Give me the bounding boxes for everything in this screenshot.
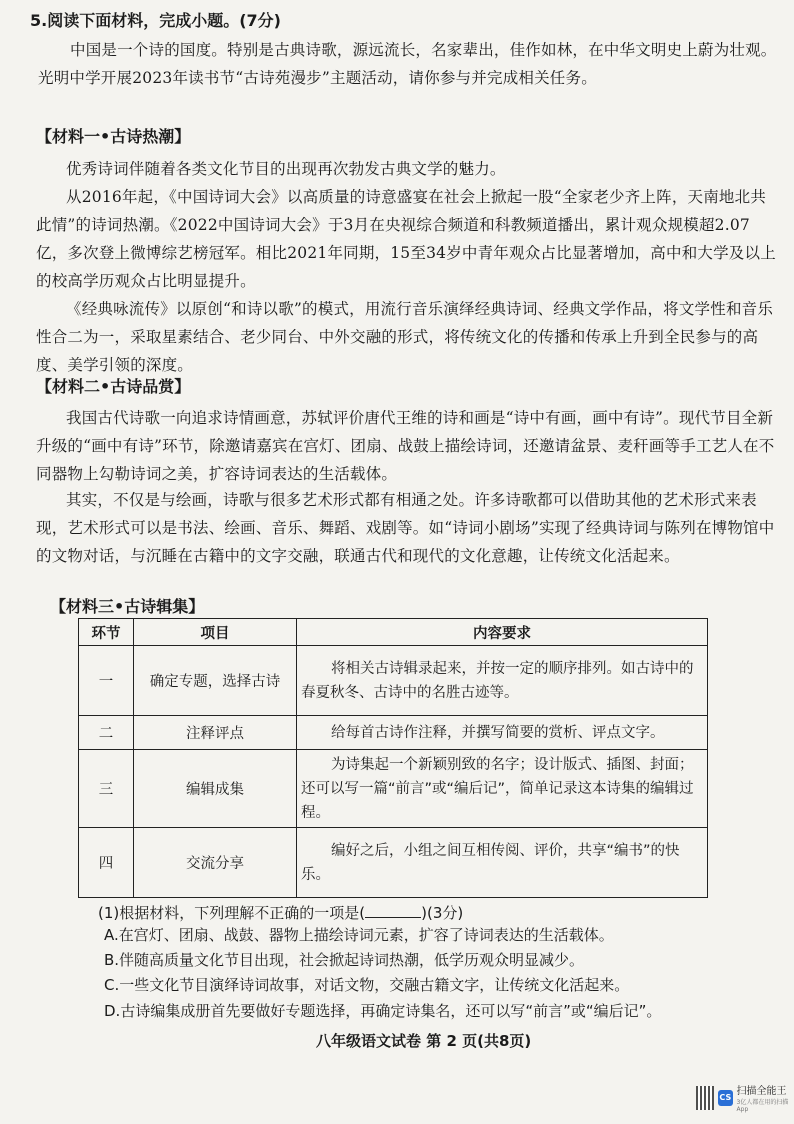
intro-paragraph: 中国是一个诗的国度。特别是古典诗歌，源远流长，名家辈出，佳作如林，在中华文明史上蔚为壮观。光明中学开展2023年读书节“古诗苑漫步”主题活动，请你参与并完成相关任务。 [38, 41, 777, 87]
option-c: C.一些文化节目演绎诗词故事，对话文物，交融古籍文字，让传统文化活起来。 [104, 976, 630, 994]
question-title: 5.阅读下面材料，完成小题。(7分) [30, 11, 281, 30]
table-header-cell: 环节 [79, 619, 134, 646]
table-cell-item: 编辑成集 [134, 750, 297, 828]
stamp-label: 扫描全能王 [736, 1086, 787, 1097]
camscanner-logo-icon: CS [718, 1090, 732, 1106]
table-header-cell: 内容要求 [297, 619, 708, 646]
compilation-table [78, 618, 708, 898]
sub-question-stem [98, 902, 463, 923]
stamp-text-group [737, 1082, 794, 1113]
table-row [79, 716, 708, 750]
table-cell-step: 一 [79, 646, 134, 716]
material1-p2: 从2016年起，《中国诗词大会》以高质量的诗意盛宴在社会上掀起一股“全家老少齐上阵，天南地北共此情”的诗词热潮。《2022中国诗词大会》于3月在央视综合频道和科教频道播出，累计观众规模超2.07亿，多次登上微博综艺榜冠军。相比2021年同期，15至34岁中青年观众占比显著增加，高中和大学及以上的校高学历观众占比明显提升。 [36, 188, 776, 290]
material2-heading: 【材料二•古诗品赏】 [36, 377, 191, 396]
table-cell-req: 给每首古诗作注释，并撰写简要的赏析、评点文字。 [297, 716, 708, 750]
material1-heading: 【材料一•古诗热潮】 [36, 127, 191, 146]
table-cell-req: 将相关古诗辑录起来，并按一定的顺序排列。如古诗中的春夏秋冬、古诗中的名胜古迹等。 [297, 646, 708, 716]
table-header-row [79, 619, 708, 646]
material3-heading: 【材料三•古诗辑集】 [50, 597, 205, 616]
page-footer: 八年级语文试卷 第 2 页(共8页) [316, 1032, 532, 1050]
option-d: D.古诗编集成册首先要做好专题选择，再确定诗集名，还可以写“前言”或“编后记”。 [104, 1002, 662, 1020]
table-cell-step: 二 [79, 716, 134, 750]
stem-pre: (1)根据材料，下列理解不正确的一项是( [98, 904, 366, 922]
qr-code-icon [696, 1086, 714, 1110]
material1-p3: 《经典咏流传》以原创“和诗以歌”的模式，用流行音乐演绎经典诗词、经典文学作品，将文学性和音乐性合二为一，采取星素结合、老少同台、中外交融的形式，将传统文化的传播和传承上升到全民参与的高度、美学引领的深度。 [36, 300, 774, 374]
table-row [79, 646, 708, 716]
table-row [79, 750, 708, 828]
table-cell-req: 为诗集起一个新颖别致的名字；设计版式、插图、封面；还可以写一篇“前言”或“编后记”，简单记录这本诗集的编辑过程。 [297, 750, 708, 828]
material2-p1: 我国古代诗歌一向追求诗情画意，苏轼评价唐代王维的诗和画是“诗中有画，画中有诗”。现代节目全新升级的“画中有诗”环节，除邀请嘉宾在宫灯、团扇、战鼓上描绘诗词，还邀请盆景、麦秆画等手工艺人在不同器物上勾勒诗词之美，扩容诗词表达的生活载体。 [36, 409, 775, 483]
material2-p2: 其实，不仅是与绘画，诗歌与很多艺术形式都有相通之处。许多诗歌都可以借助其他的艺术形式来表现，艺术形式可以是书法、绘画、音乐、舞蹈、戏剧等。如“诗词小剧场”实现了经典诗词与陈列在博物馆中的文物对话，与沉睡在古籍中的文字交融，联通古代和现代的文化意趣，让传统文化活起来。 [36, 491, 775, 565]
stem-post: )(3分) [421, 904, 464, 922]
option-b: B.伴随高质量文化节目出现，社会掀起诗词热潮，低学历观众明显减少。 [104, 951, 585, 969]
material1-p1: 优秀诗词伴随着各类文化节目的出现再次勃发古典文学的魅力。 [66, 160, 506, 178]
answer-blank[interactable] [365, 903, 421, 918]
stamp-sub: 3亿人都在用的扫描App [736, 1099, 789, 1113]
table-row [79, 828, 708, 898]
scanner-watermark [696, 1082, 794, 1113]
table-cell-step: 三 [79, 750, 134, 828]
table-cell-item: 确定专题，选择古诗 [134, 646, 297, 716]
table-cell-item: 交流分享 [134, 828, 297, 898]
option-a: A.在宫灯、团扇、战鼓、器物上描绘诗词元素，扩容了诗词表达的生活载体。 [104, 926, 614, 944]
table-header-cell: 项目 [134, 619, 297, 646]
table-cell-req: 编好之后，小组之间互相传阅、评价，共享“编书”的快乐。 [297, 828, 708, 898]
table-cell-step: 四 [79, 828, 134, 898]
table-cell-item: 注释评点 [134, 716, 297, 750]
